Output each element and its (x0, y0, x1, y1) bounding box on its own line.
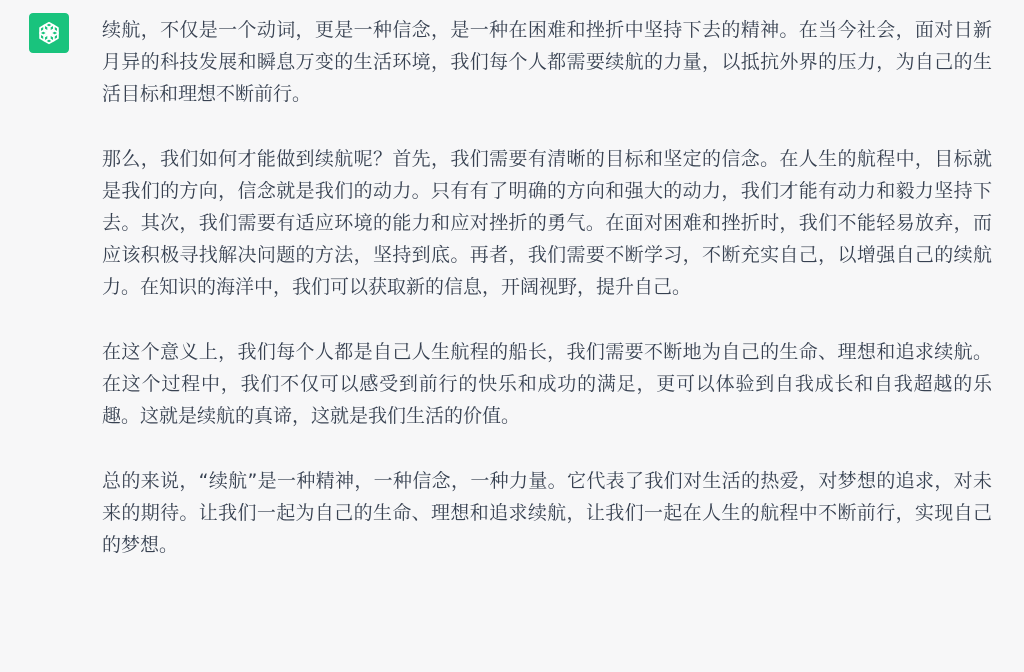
message-paragraph-3: 在这个意义上，我们每个人都是自己人生航程的船长，我们需要不断地为自己的生命、理想和追求续航。在这个过程中，我们不仅可以感受到前行的快乐和成功的满足，更可以体验到自我成长和自我超越的乐趣。这就是续航的真谛，这就是我们生活的价值。 (102, 341, 992, 427)
message-paragraph-2: 那么，我们如何才能做到续航呢？首先，我们需要有清晰的目标和坚定的信念。在人生的航程中，目标就是我们的方向，信念就是我们的动力。只有有了明确的方向和强大的动力，我们才能有动力和毅力坚持下去。其次，我们需要有适应环境的能力和应对挫折的勇气。在面对困难和挫折时，我们不能轻易放弃，而应该积极寻找解决问题的方法，坚持到底。再者，我们需要不断学习，不断充实自己，以增强自己的续航力。在知识的海洋中，我们可以获取新的信息，开阔视野，提升自己。 (102, 148, 992, 298)
openai-logo-icon (35, 19, 63, 47)
assistant-message-text (102, 14, 992, 561)
assistant-avatar (29, 13, 69, 53)
message-paragraph-4: 总的来说，“续航”是一种精神，一种信念，一种力量。它代表了我们对生活的热爱，对梦想的追求，对未来的期待。让我们一起为自己的生命、理想和追求续航，让我们一起在人生的航程中不断前行，实现自己的梦想。 (102, 470, 992, 556)
message-paragraph-1: 续航，不仅是一个动词，更是一种信念，是一种在困难和挫折中坚持下去的精神。在当今社会，面对日新月异的科技发展和瞬息万变的生活环境，我们每个人都需要续航的力量，以抵抗外界的压力，为自己的生活目标和理想不断前行。 (102, 19, 992, 105)
